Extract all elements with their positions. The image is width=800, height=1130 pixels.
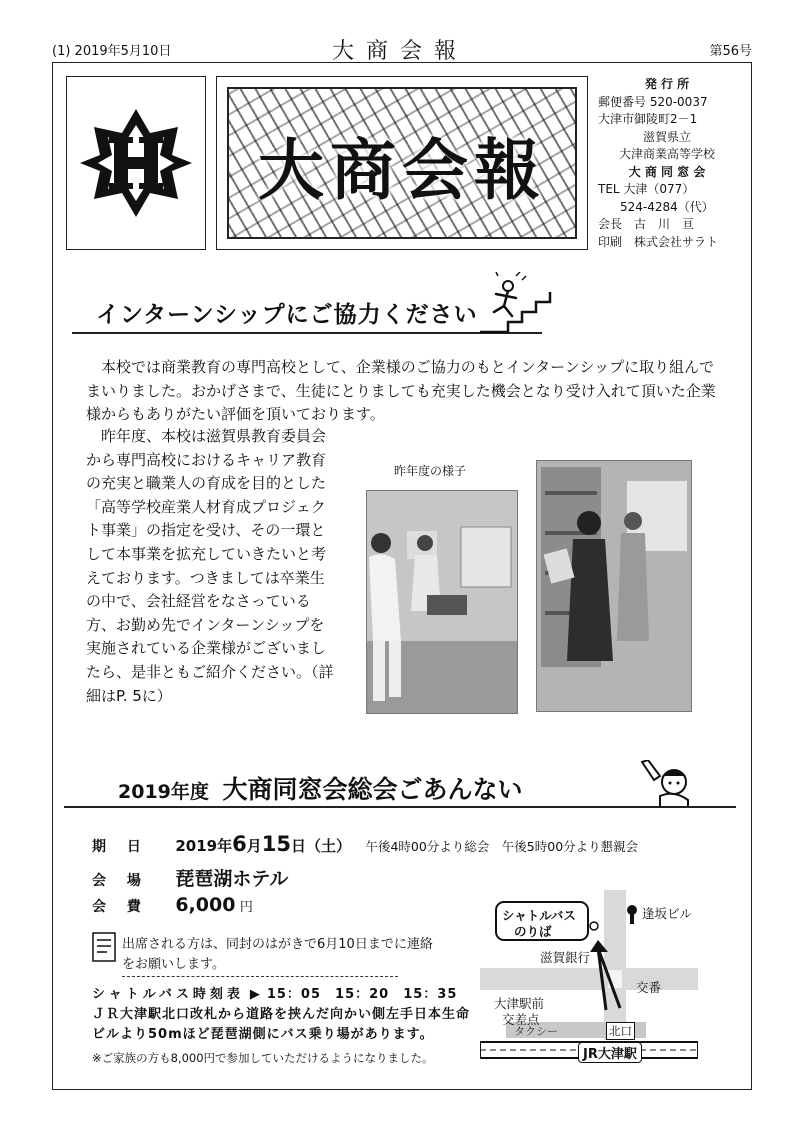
- publisher-heading: 発 行 所: [644, 77, 690, 91]
- bus-description: ＪＲ大津駅北口改札から道路を挟んだ向かい側左手日本生命ビルより50mほど琵琶湖側にバス乗り場があります。: [92, 1007, 471, 1042]
- publisher-postal: 郵便番号 520-0037: [598, 94, 708, 109]
- play-arrow-icon: ▶: [249, 987, 261, 1002]
- running-figure-icon: [478, 272, 558, 336]
- publisher-president: 会長 古 川 亘: [598, 217, 695, 231]
- meeting-fee-row: [92, 894, 253, 916]
- issue-date: (1) 2019年5月10日: [52, 44, 172, 59]
- date-month: 6: [232, 832, 247, 856]
- meeting-heading-underline: [64, 806, 736, 808]
- date-day-unit: 日: [290, 837, 306, 855]
- photo-caption: 昨年度の様子: [394, 464, 467, 478]
- fee-amount: 6,000: [175, 894, 236, 916]
- map-osaka-building: 逢坂ビル: [642, 906, 693, 921]
- publisher-school: 大津商業高等学校: [618, 147, 715, 161]
- masthead: [216, 76, 588, 250]
- fee-unit: 円: [239, 900, 253, 915]
- internship-paragraph-2: 昨年度、本校は滋賀県教育委員会から専門高校におけるキャリア教育の充実と職業人の育成を目的とした「高等学校産業人材育成プロジェクト事業」の指定を受け、その一環として本事業を拡充していきたいと考えております。つきましては卒業生の中で、会社経営をなさっている方、お勤め先でインターンシップを実施されている企業様がございましたら、是非ともご紹介ください。（詳細はP. 5に）: [86, 427, 334, 705]
- map-bus-stop-label-2: のりば: [514, 924, 552, 939]
- map-station-front-2: 交差点: [502, 1012, 540, 1027]
- newspaper-name: 大商会報: [331, 39, 468, 64]
- shuttle-bus-info: [92, 985, 472, 1045]
- meeting-heading: [118, 770, 522, 806]
- access-map: [480, 890, 698, 1070]
- internship-photo-2: [536, 460, 692, 712]
- map-bus-stop-label-1: シャトルバス: [502, 908, 576, 923]
- bus-title: シャトルバス時刻表: [92, 987, 244, 1002]
- internship-paragraph-1: 本校では商業教育の専門高校として、企業様のご協力のもとインターンシップに取り組んでまいりました。おかげさまで、生徒にとりましても充実した機会となり受け入れて頂いた企業様からもありがたい評価を頂いております。: [86, 358, 716, 424]
- date-month-unit: 月: [246, 837, 262, 855]
- internship-photo-1: [366, 490, 518, 714]
- school-logo: [66, 76, 206, 250]
- meeting-title: 大商同窓会総会ごあんない: [222, 775, 523, 804]
- meeting-date-row: [92, 832, 638, 856]
- map-police-box: 交番: [636, 980, 662, 995]
- date-day: 15: [261, 832, 291, 856]
- pointing-person-icon: [640, 760, 692, 808]
- fee-label: 会 費: [92, 899, 149, 915]
- notice-rule: [122, 976, 398, 977]
- map-shiga-bank: 滋賀銀行: [540, 950, 591, 965]
- map-station-front-1: 大津駅前: [494, 996, 545, 1011]
- bus-times: 15：05 15：20 15：35: [266, 987, 458, 1002]
- date-weekday: （土）: [305, 837, 351, 855]
- meeting-year: 2019年度: [118, 781, 209, 803]
- family-footnote: ※ご家族の方も8,000円で参加していただけるようになりました。: [92, 1051, 434, 1065]
- issue-number: 第56号: [709, 44, 752, 59]
- publisher-info: [598, 76, 736, 251]
- publisher-org: 大 商 同 窓 会: [628, 164, 706, 179]
- publisher-pref: 滋賀県立: [642, 129, 691, 144]
- publisher-tel1: TEL 大津（077）: [598, 182, 695, 196]
- publisher-tel2: 524-4284（代）: [620, 199, 714, 214]
- map-taxi: タクシー: [514, 1025, 558, 1038]
- internship-heading-underline: [72, 332, 542, 334]
- map-jr-station: JR大津駅: [578, 1042, 642, 1063]
- masthead-title: 大商会報: [258, 131, 546, 209]
- attendance-notice: 出席される方は、同封のはがきで6月10日までに連絡をお願いします。: [122, 937, 433, 972]
- date-label: 期 日: [92, 839, 149, 855]
- school-emblem-icon: [76, 103, 196, 223]
- publisher-printer: 印刷 株式会社サラト: [598, 234, 719, 249]
- venue-name: 琵琶湖ホテル: [175, 868, 289, 890]
- publisher-address: 大津市御陵町2－1: [598, 112, 698, 126]
- memo-icon: [92, 932, 116, 962]
- date-year: 2019年: [175, 837, 233, 855]
- venue-label: 会 場: [92, 873, 149, 889]
- meeting-venue-row: [92, 864, 288, 891]
- date-schedule: 午後4時00分より総会 午後5時00分より懇親会: [365, 839, 639, 854]
- internship-heading: インターンシップにご協力ください: [96, 302, 478, 328]
- map-north-exit: 北口: [606, 1022, 635, 1040]
